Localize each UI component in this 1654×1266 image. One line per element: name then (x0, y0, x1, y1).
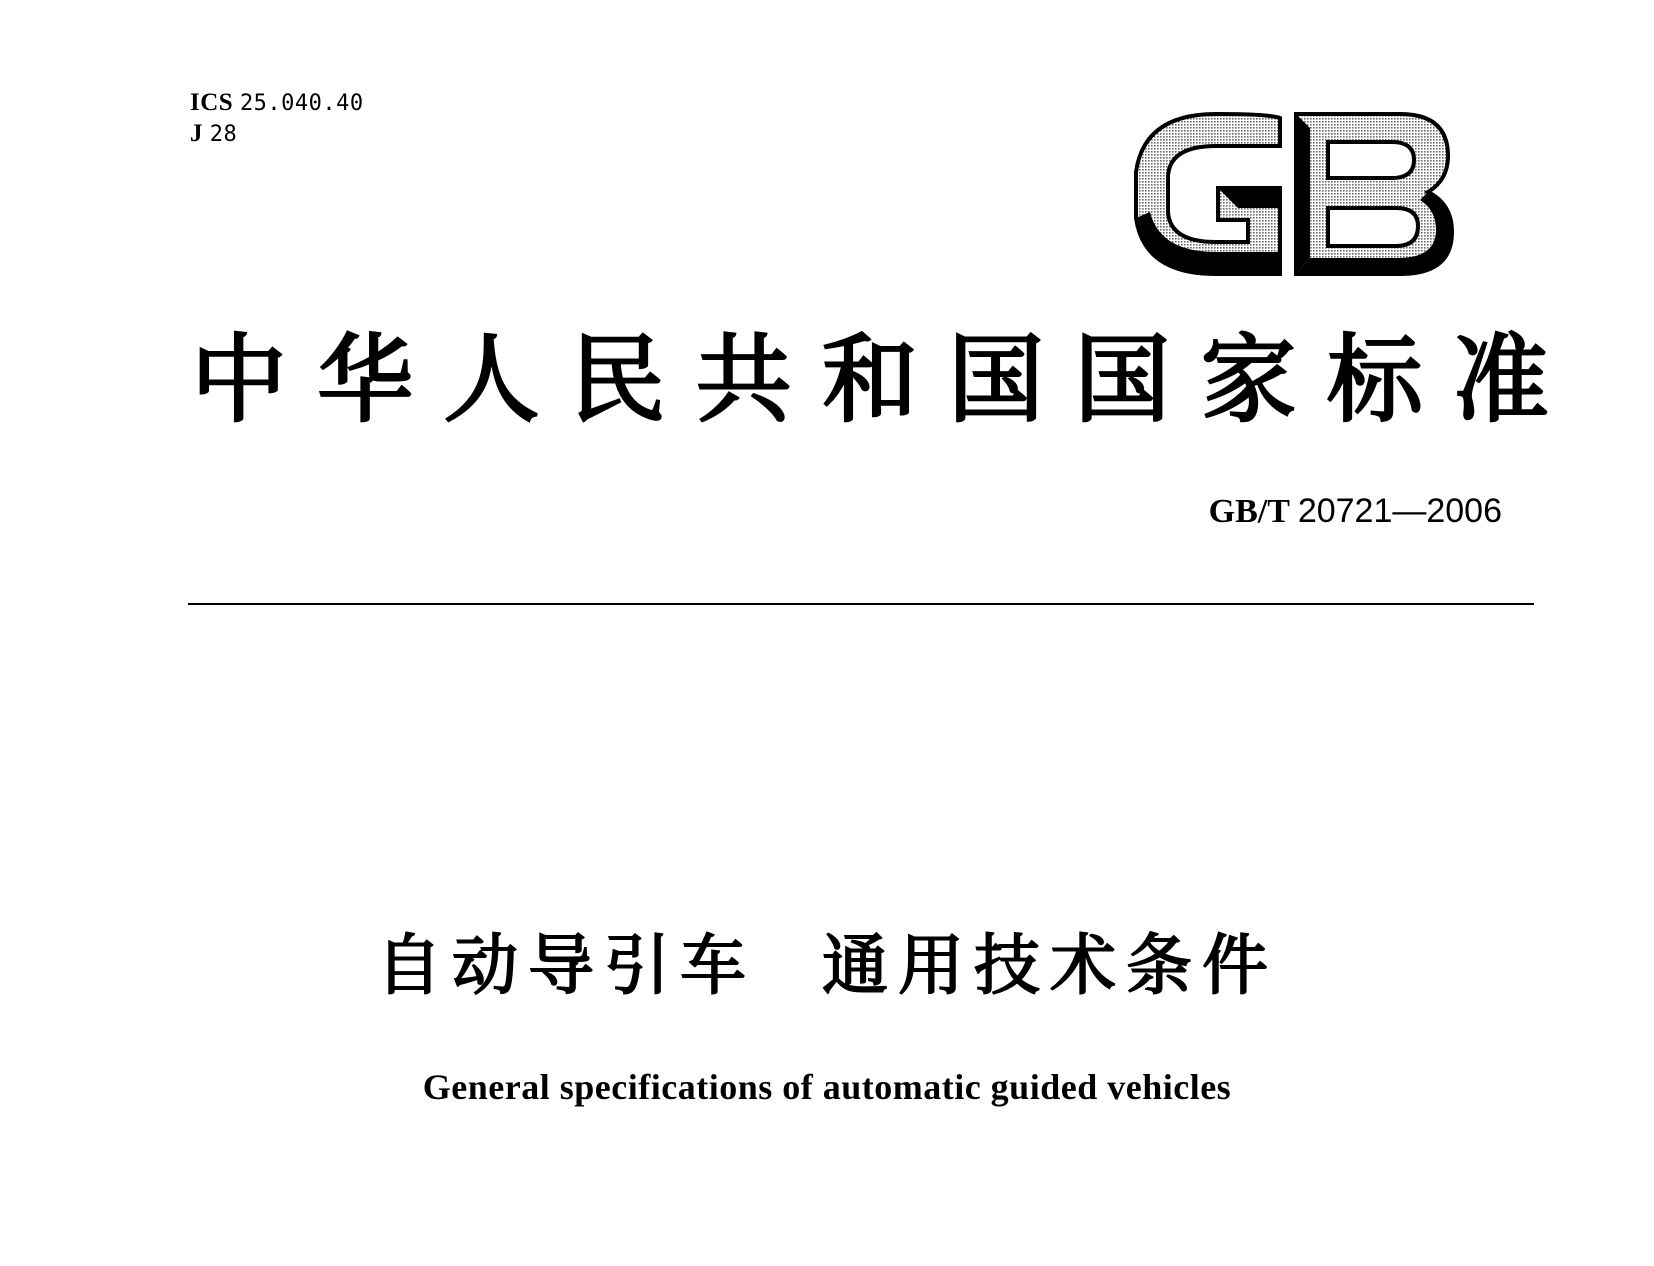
title-char: 中 (191, 323, 287, 436)
ics-value: 25.040.40 (239, 91, 364, 116)
chinese-title: 自动导引车 通用技术条件 (376, 927, 1278, 1004)
title-char: 国 (1074, 323, 1171, 436)
title-char: 和 (821, 323, 918, 436)
title-char: 人 (443, 323, 540, 436)
ics-label: ICS (190, 89, 234, 116)
ccs-value: 28 (209, 122, 238, 147)
ccs-label: J (190, 120, 203, 147)
standard-number-value: 20721—2006 (1297, 492, 1502, 530)
classification-codes (190, 88, 364, 150)
gb-logo-icon (1130, 112, 1456, 276)
title-char: 标 (1326, 323, 1423, 436)
english-title: General specifications of automatic guided vehicles (422, 1067, 1232, 1107)
ics-code (190, 88, 364, 119)
title-char: 准 (1452, 323, 1549, 436)
country-standard-title (180, 323, 1560, 436)
title-char: 华 (317, 323, 414, 436)
ccs-code (190, 119, 364, 150)
title-char: 国 (948, 323, 1045, 436)
standard-prefix: GB/T (1208, 493, 1290, 530)
title-char: 家 (1200, 323, 1297, 436)
title-char: 民 (569, 323, 666, 436)
header-divider (188, 603, 1534, 605)
title-char: 共 (695, 323, 792, 436)
standard-number (1209, 492, 1502, 531)
